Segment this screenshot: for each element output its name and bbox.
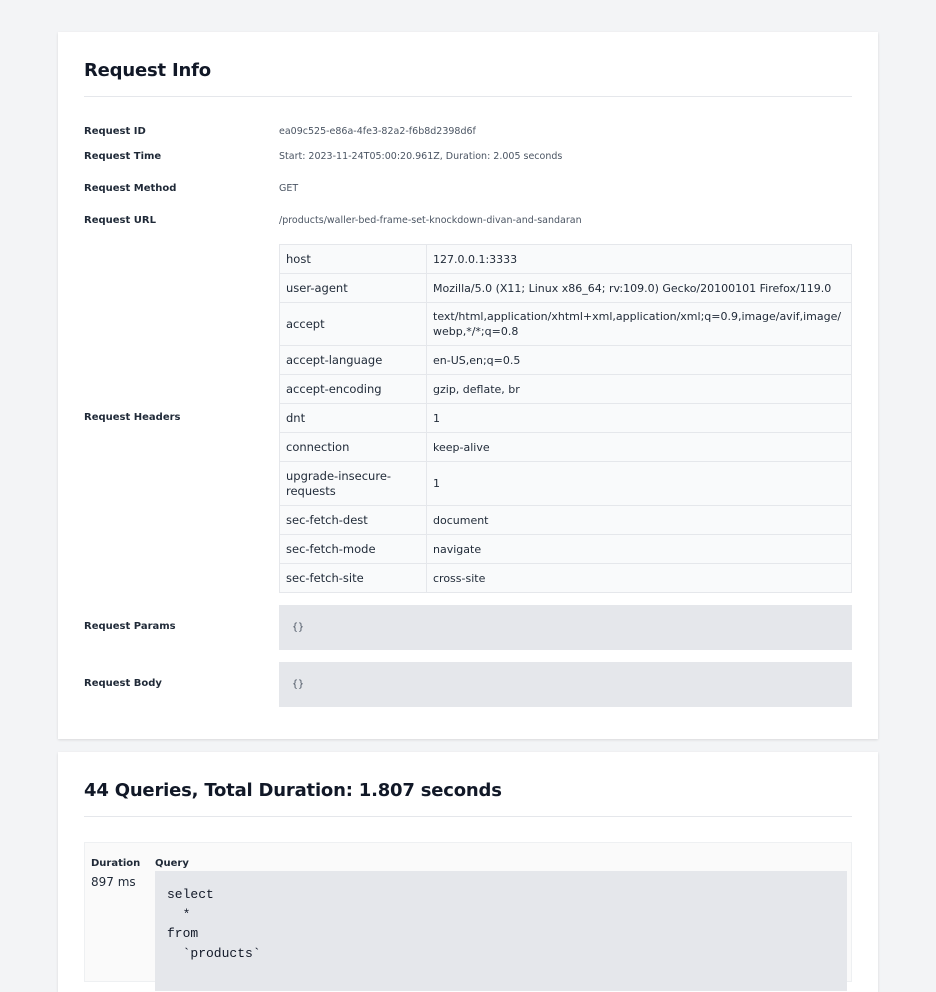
request-method-label: Request Method <box>84 183 177 194</box>
request-method-value: GET <box>279 183 299 194</box>
header-row-sec-fetch-mode <box>280 535 852 564</box>
request-id-value: ea09c525-e86a-4fe3-82a2-f6b8d2398d6f <box>279 126 476 137</box>
queries-title: 44 Queries, Total Duration: 1.807 seconds <box>84 780 502 801</box>
header-value: en-US,en;q=0.5 <box>427 346 852 375</box>
header-value: cross-site <box>427 564 852 593</box>
request-url-value: /products/waller-bed-frame-set-knockdown-divan-and-sandaran <box>279 215 582 226</box>
header-key: accept <box>280 303 427 346</box>
request-time-label: Request Time <box>84 151 162 162</box>
header-key: sec-fetch-mode <box>280 535 427 564</box>
header-key: host <box>280 245 427 274</box>
request-info-divider <box>84 96 852 97</box>
queries-divider <box>84 816 852 817</box>
queries-card <box>58 752 878 992</box>
header-row-upgrade-insecure-requests <box>280 462 852 506</box>
header-key: accept-language <box>280 346 427 375</box>
header-row-sec-fetch-dest <box>280 506 852 535</box>
header-value: text/html,application/xhtml+xml,application/xml;q=0.9,image/avif,image/webp,*/*;q=0.8 <box>427 303 852 346</box>
header-value: document <box>427 506 852 535</box>
header-key: upgrade-insecure-requests <box>280 462 427 506</box>
header-row-accept <box>280 303 852 346</box>
header-key: sec-fetch-site <box>280 564 427 593</box>
header-value: 1 <box>427 404 852 433</box>
header-key: connection <box>280 433 427 462</box>
header-key: sec-fetch-dest <box>280 506 427 535</box>
query-duration: 897 ms <box>91 875 136 889</box>
header-row-sec-fetch-site <box>280 564 852 593</box>
request-params-value: {} <box>279 605 852 650</box>
header-row-host <box>280 245 852 274</box>
header-value: navigate <box>427 535 852 564</box>
request-params-label: Request Params <box>84 621 176 632</box>
header-value: Mozilla/5.0 (X11; Linux x86_64; rv:109.0) Gecko/20100101 Firefox/119.0 <box>427 274 852 303</box>
header-key: accept-encoding <box>280 375 427 404</box>
request-info-title: Request Info <box>84 60 211 81</box>
request-body-value: {} <box>279 662 852 707</box>
header-value: keep-alive <box>427 433 852 462</box>
query-sql: select * from `products` <box>155 871 847 991</box>
header-row-accept-encoding <box>280 375 852 404</box>
request-url-label: Request URL <box>84 215 156 226</box>
request-time-value: Start: 2023-11-24T05:00:20.961Z, Duration: 2.005 seconds <box>279 151 563 162</box>
header-value: gzip, deflate, br <box>427 375 852 404</box>
header-row-user-agent <box>280 274 852 303</box>
header-row-accept-language <box>280 346 852 375</box>
header-key: user-agent <box>280 274 427 303</box>
query-header: Query <box>155 858 189 869</box>
request-body-label: Request Body <box>84 678 162 689</box>
header-key: dnt <box>280 404 427 433</box>
header-value: 127.0.0.1:3333 <box>427 245 852 274</box>
request-info-card <box>58 32 878 739</box>
header-row-connection <box>280 433 852 462</box>
duration-header: Duration <box>91 858 141 869</box>
request-id-label: Request ID <box>84 126 146 137</box>
header-value: 1 <box>427 462 852 506</box>
header-row-dnt <box>280 404 852 433</box>
request-headers-table <box>279 244 852 593</box>
request-headers-label: Request Headers <box>84 412 181 423</box>
query-item <box>84 842 852 982</box>
